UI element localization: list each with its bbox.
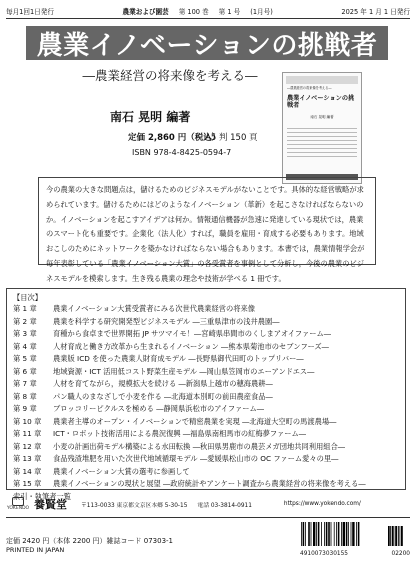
publisher-name: 養賢堂 <box>34 498 67 511</box>
toc-chapter-number: 第 13 章 <box>13 454 42 463</box>
cover-title: 農業イノベーションの挑戦者 <box>287 95 355 110</box>
toc-chapter-title: 小麦の計画出荷モデル構築による水田転換 ―秋田県男鹿市の農芸メガ団地共同利用組合― <box>53 441 345 451</box>
publisher-url[interactable]: https://www.yokendo.com/ <box>283 501 361 507</box>
book-price: 定価 2,860 円（税込） <box>128 133 221 143</box>
toc-chapter-title: ICT・ロボット技術活用による農況復興 ―福島県南相馬市の紅梅夢ファーム― <box>53 429 307 438</box>
toc-chapter-number: 第 6 章 <box>13 366 37 376</box>
cover-editor: 南石 晃明 編著 <box>310 115 334 119</box>
toc-chapter-title: パン職人のまなざしで小麦を作る ―北海道本別町の前田農産食品― <box>53 391 273 401</box>
toc-chapter-title: 育種から食卓まで世界開拓 JP サツマイモ！―宮崎県串間市のくしまアオイファーム― <box>53 329 331 338</box>
toc-chapter-title: 人材を育てながら，規模拡大を続ける ―新潟県上越市の穂海農耕― <box>53 379 273 388</box>
publisher-bar <box>6 494 410 514</box>
publisher-phone: 電話 03-3814-0911 <box>197 502 252 509</box>
volume: 第 100 巻 <box>178 8 209 16</box>
cover-toc-lines <box>287 125 357 159</box>
toc-item <box>13 466 399 479</box>
toc-chapter-title: 農業版 ICD を使った農業人財育成モデル ―長野県御代田町のトップリバー― <box>53 354 304 363</box>
toc-item <box>13 391 399 404</box>
footer-rule <box>6 517 410 518</box>
toc-chapter-title: 農業イノベーションの現状と展望 ―政府統計やアンケート調査から農業経営の将来像を考える― <box>53 479 366 488</box>
toc-item <box>13 378 399 391</box>
toc-item <box>13 428 399 441</box>
issue-frequency: 毎月1回1日発行 <box>6 8 54 16</box>
book-title: 農業イノベーションの挑戦者 <box>36 30 378 61</box>
publisher-logo-text: YOKENDO <box>6 505 30 511</box>
barcode-addon: 02200 <box>391 551 410 557</box>
toc-chapter-number: 第 15 章 <box>13 479 42 488</box>
issue-info <box>123 6 273 16</box>
book-subtitle: ―農業経営の将来像を考える― <box>82 68 258 83</box>
toc-chapter-title: ブロッコリーピクルスを極める ―静岡県浜松市のアイファーム― <box>53 404 264 413</box>
barcode-numbers <box>300 551 410 557</box>
toc-item <box>13 416 399 429</box>
cover-header-band <box>286 76 358 84</box>
printed-in: PRINTED IN JAPAN <box>6 546 65 554</box>
book-editor: 南石 晃明 編著 <box>110 110 191 124</box>
toc-item <box>13 366 399 379</box>
toc-item <box>13 303 399 316</box>
toc-chapter-title: 人材育成と働き方改革から生まれるイノベーション ―熊本県菊池市のセブンフーズ― <box>53 341 329 351</box>
toc-item <box>13 403 399 416</box>
toc-chapter-number: 第 12 章 <box>13 441 42 451</box>
book-size: A5 判 150 頁 <box>205 133 258 143</box>
journal-name: 農業および園芸 <box>122 8 169 16</box>
header-rule <box>6 18 410 19</box>
toc-chapter-number: 第 2 章 <box>13 316 37 326</box>
magazine-price-code: 定価 2420 円（本体 2200 円）雑誌コード 07303-1 <box>6 537 174 545</box>
toc-item <box>13 441 399 454</box>
toc-item <box>13 453 399 466</box>
toc-chapter-number: 第 4 章 <box>13 341 37 351</box>
toc-chapter-number: 第 3 章 <box>13 329 37 338</box>
toc-chapter-number: 第 8 章 <box>13 391 37 401</box>
publisher-mark-icon <box>12 497 24 506</box>
number: 第 1 号 <box>218 8 241 16</box>
toc-chapter-number: 第 11 章 <box>13 429 42 438</box>
toc-list <box>13 303 399 503</box>
toc-item <box>13 328 399 341</box>
masthead <box>6 5 410 17</box>
publisher-address: 〒113-0033 東京都文京区本郷 5-30-15 <box>81 502 188 509</box>
toc-chapter-title: 農業を科学する研究開発型ビジネスモデル ―三重県津市の浅井農園― <box>53 316 280 326</box>
toc-item <box>13 478 399 491</box>
book-cover-image <box>282 72 362 184</box>
toc-chapter-number: 索引・執筆者一覧 <box>13 491 72 501</box>
cover-subtitle: ―農業経営の将来像を考える― <box>287 86 332 90</box>
description-text: 今の農業の大きな問題点は，儲けるためのビジネスモデルがないことです。具体的な経営戦略が求められています。儲けるためにはどのようなイノベーション（革新）を起こさなければならないのか。イノベーションを起こすアイデアは何か。情報通信機器が急速に発達している現状では，農業のスマート化も重要です。企業化（法人化）すれば，職員を雇用・育成する必要もあります。地域おこしのためにネットワークを築かなければならない場合もあります。本書では，農業情報学会が毎年表彰している「農業イノベーション大賞」の各受賞者を事例として分析し，今後の農業のビジネスモデルを模索します。生き残る農業の理念や技術が学べる 1 冊です。 <box>46 185 365 283</box>
toc-chapter-number: 第 14 章 <box>13 466 42 476</box>
toc-chapter-number: 第 5 章 <box>13 354 37 363</box>
toc-chapter-title: 農業イノベーション大賞の選考に参画して <box>53 466 190 476</box>
table-of-contents <box>6 288 406 501</box>
publisher-logo <box>6 497 30 512</box>
toc-item <box>13 316 399 329</box>
toc-chapter-title: 地域資源・ICT 活用低コスト野菜生産モデル ―岡山県笠岡市のエーアンドエス― <box>53 366 315 376</box>
issue-date: 2025 年 1 月 1 日発行 <box>341 8 410 16</box>
toc-item <box>13 341 399 354</box>
toc-heading: 【目次】 <box>13 293 43 302</box>
description-box <box>38 177 376 283</box>
book-isbn: ISBN 978-4-8425-0594-7 <box>132 148 232 157</box>
book-title-banner <box>26 26 388 60</box>
toc-chapter-number: 第 10 章 <box>13 416 42 426</box>
barcode-main: 4910073030155 <box>300 551 348 557</box>
toc-chapter-title: 農業イノベーション大賞受賞者にみる次世代農業経営の将来像 <box>53 304 255 313</box>
toc-chapter-title: 食品残渣堆肥を用いた次世代地域循環モデル ―愛媛県松山市の OC ファーム愛々の里― <box>53 454 339 463</box>
barcode <box>300 522 410 560</box>
toc-chapter-title: 農業者主導のオープン・イノベーションで精密農業を実現 ―北海道大空町の馬渡農場― <box>53 416 337 426</box>
toc-chapter-number: 第 9 章 <box>13 404 37 413</box>
toc-item <box>13 353 399 366</box>
toc-chapter-number: 第 1 章 <box>13 304 37 313</box>
barcode-bars <box>300 522 410 546</box>
toc-chapter-number: 第 7 章 <box>13 379 37 388</box>
month: (1月号) <box>250 8 273 16</box>
